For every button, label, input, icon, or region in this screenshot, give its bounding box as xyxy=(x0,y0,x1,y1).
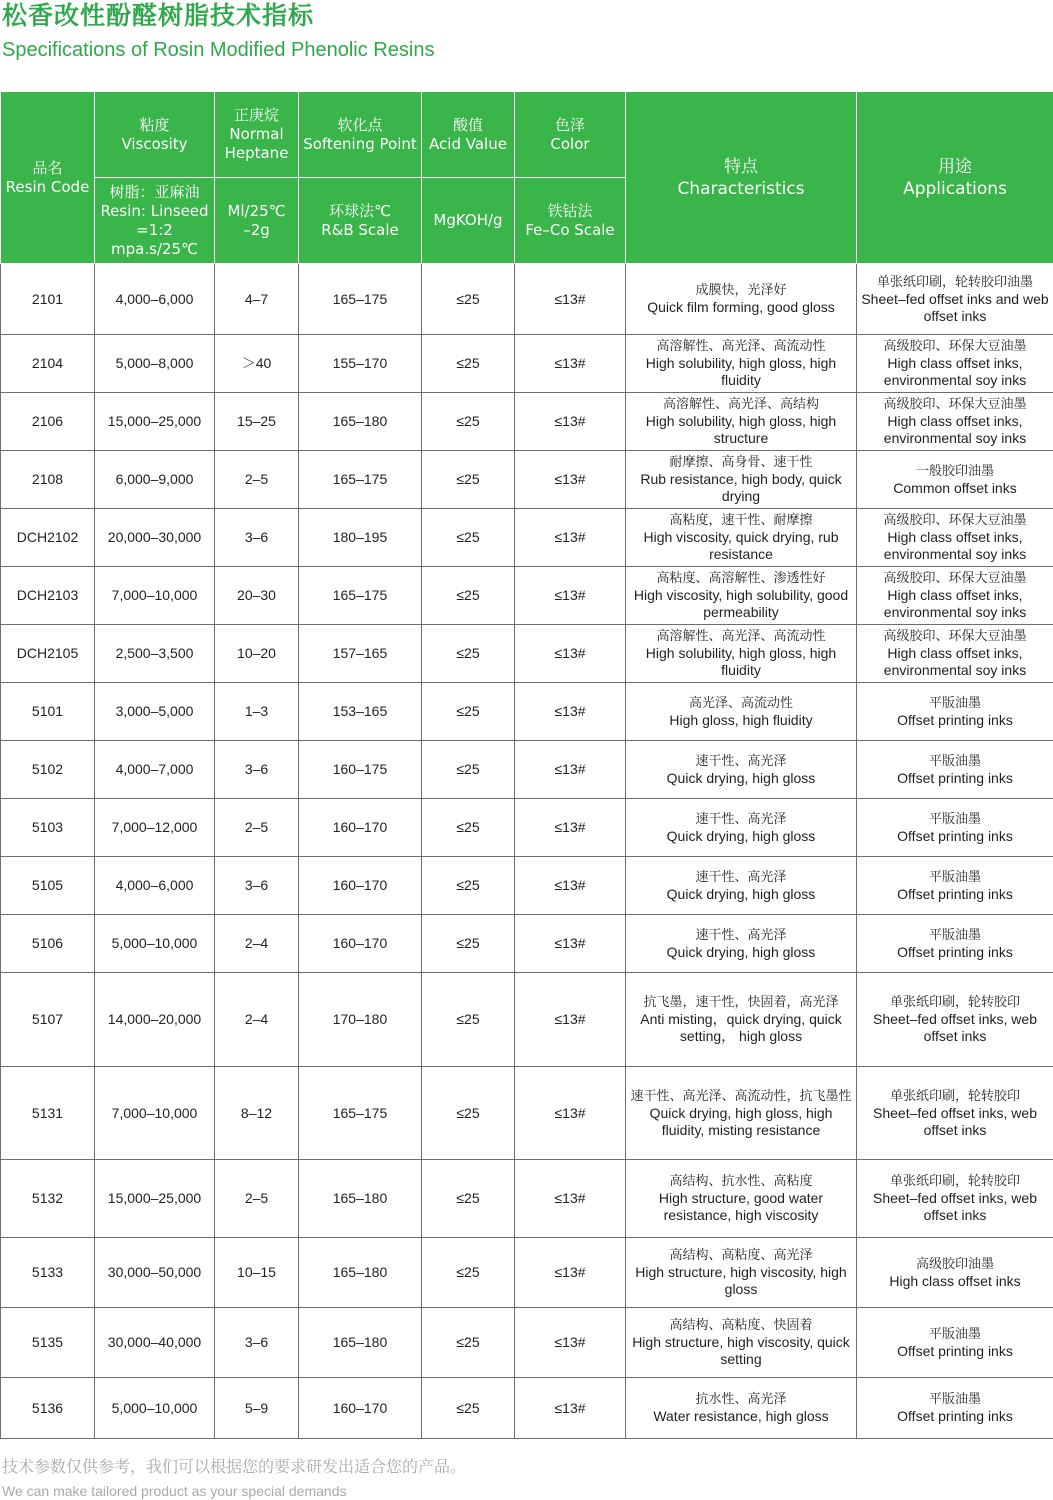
table-row xyxy=(1,1067,1053,1160)
cell-heptane: 2–5 xyxy=(215,1160,299,1238)
cell-softening: 165–180 xyxy=(299,1160,422,1238)
col-header-applications: 用途 Applications xyxy=(857,92,1053,264)
cell-code: DCH2102 xyxy=(1,509,95,567)
characteristics-cn: 高结构、高粘度、高光泽 xyxy=(669,1248,813,1263)
applications-cn: 高级胶印、环保大豆油墨 xyxy=(883,513,1027,528)
cell-characteristics xyxy=(626,393,857,451)
applications-en: Sheet–fed offset inks and web offset inks xyxy=(861,290,1049,324)
cell-viscosity: 7,000–12,000 xyxy=(95,799,215,857)
characteristics-en: Quick drying, high gloss xyxy=(666,943,816,960)
characteristics-en: High solubility, high gloss, high fluidity xyxy=(645,645,837,678)
characteristics-en: High viscosity, quick drying, rub resistance xyxy=(643,529,839,562)
cell-acid: ≤25 xyxy=(422,741,515,799)
cell-softening: 180–195 xyxy=(299,509,422,567)
cell-code: 2104 xyxy=(1,335,95,393)
applications-cn: 平版油墨 xyxy=(928,869,981,885)
cell-applications xyxy=(857,1238,1053,1308)
cell-applications xyxy=(857,451,1053,509)
cell-heptane: 3–6 xyxy=(215,509,299,567)
characteristics-en: High structure, high viscosity, quick setting xyxy=(632,1334,850,1367)
col-header-viscosity: 粘度 Viscosity xyxy=(95,92,215,178)
table-row xyxy=(1,741,1053,799)
col-header-softening: 软化点 Softening Point xyxy=(299,92,422,178)
cell-code: 5106 xyxy=(1,915,95,973)
cell-viscosity: 20,000–30,000 xyxy=(95,509,215,567)
cell-softening: 165–175 xyxy=(299,264,422,335)
page-title-cn: 松香改性酚醛树脂技术指标 xyxy=(2,1,315,30)
cell-code: 5103 xyxy=(1,799,95,857)
cell-viscosity: 5,000–8,000 xyxy=(95,335,215,393)
cell-acid: ≤25 xyxy=(422,335,515,393)
characteristics-en: High gloss, high fluidity xyxy=(669,711,813,728)
applications-en: Offset printing inks xyxy=(897,1342,1013,1359)
cell-color: ≤13# xyxy=(515,973,626,1067)
cell-color: ≤13# xyxy=(515,1160,626,1238)
page-title-en: Specifications of Rosin Modified Phenolic Resins xyxy=(2,39,435,61)
cell-applications xyxy=(857,683,1053,741)
cell-softening: 160–170 xyxy=(299,915,422,973)
applications-en: Sheet–fed offset inks, web offset inks xyxy=(873,1190,1037,1223)
cell-color: ≤13# xyxy=(515,451,626,509)
characteristics-en: Quick drying, high gloss xyxy=(666,769,816,786)
cell-applications xyxy=(857,1308,1053,1378)
cell-acid: ≤25 xyxy=(422,683,515,741)
col-header-heptane: 正庚烷 Normal Heptane xyxy=(215,92,299,178)
cell-applications xyxy=(857,567,1053,625)
cell-heptane: 3–6 xyxy=(215,741,299,799)
cell-acid: ≤25 xyxy=(422,451,515,509)
cell-softening: 160–175 xyxy=(299,741,422,799)
cell-heptane: 3–6 xyxy=(215,857,299,915)
col-header-code: 品名 Resin Code xyxy=(1,92,95,264)
applications-cn: 单张纸印刷，轮转胶印 xyxy=(889,1174,1020,1189)
cell-heptane: ＞40 xyxy=(215,335,299,393)
characteristics-cn: 高粘度、高溶解性、渗透性好 xyxy=(656,571,826,586)
applications-en: Sheet–fed offset inks, web offset inks xyxy=(873,1104,1037,1138)
applications-en: High class offset inks, environmental soy inks xyxy=(883,413,1027,446)
applications-cn: 高级胶印、环保大豆油墨 xyxy=(883,571,1027,586)
applications-cn: 平版油墨 xyxy=(928,753,981,769)
col-subheader-viscosity: 树脂：亚麻油 Resin: Linseed =1:2 mpa.s/25℃ xyxy=(95,178,215,264)
applications-en: High class offset inks, environmental soy inks xyxy=(883,587,1027,620)
cell-applications xyxy=(857,799,1053,857)
table-row xyxy=(1,915,1053,973)
cell-softening: 165–180 xyxy=(299,1308,422,1378)
applications-cn: 一般胶印油墨 xyxy=(915,463,994,479)
cell-applications xyxy=(857,509,1053,567)
cell-color: ≤13# xyxy=(515,264,626,335)
cell-characteristics xyxy=(626,509,857,567)
table-row xyxy=(1,264,1053,335)
cell-characteristics xyxy=(626,625,857,683)
cell-viscosity: 7,000–10,000 xyxy=(95,567,215,625)
cell-softening: 153–165 xyxy=(299,683,422,741)
table-row xyxy=(1,1238,1053,1308)
cell-characteristics xyxy=(626,1238,857,1308)
col-subheader-heptane: Ml/25℃ –2g xyxy=(215,178,299,264)
cell-code: DCH2105 xyxy=(1,625,95,683)
cell-color: ≤13# xyxy=(515,683,626,741)
cell-heptane: 8–12 xyxy=(215,1067,299,1160)
characteristics-en: High solubility, high gloss, high fluidity xyxy=(645,355,837,388)
characteristics-cn: 高结构、高粘度、快固着 xyxy=(669,1318,813,1333)
characteristics-en: Quick drying, high gloss, high fluidity, misting resistance xyxy=(649,1104,833,1138)
characteristics-cn: 高溶解性、高光泽、高流动性 xyxy=(656,339,826,354)
characteristics-en: High structure, high viscosity, high gloss xyxy=(635,1264,847,1297)
table-row xyxy=(1,567,1053,625)
applications-cn: 平版油墨 xyxy=(928,927,981,943)
table-row xyxy=(1,973,1053,1067)
characteristics-cn: 抗水性、高光泽 xyxy=(695,1392,787,1407)
cell-heptane: 15–25 xyxy=(215,393,299,451)
applications-cn: 高级胶印、环保大豆油墨 xyxy=(883,629,1027,644)
footer-note-cn: 技术参数仅供参考，我们可以根据您的要求研发出适合您的产品。 xyxy=(2,1457,467,1476)
cell-code: DCH2103 xyxy=(1,567,95,625)
applications-cn: 单张纸印刷，轮转胶印 xyxy=(889,995,1020,1010)
cell-code: 5105 xyxy=(1,857,95,915)
characteristics-en: Quick drying, high gloss xyxy=(666,827,816,844)
cell-softening: 165–175 xyxy=(299,1067,422,1160)
cell-code: 5133 xyxy=(1,1238,95,1308)
col-header-characteristics: 特点 Characteristics xyxy=(626,92,857,264)
cell-heptane: 2–5 xyxy=(215,799,299,857)
cell-acid: ≤25 xyxy=(422,1238,515,1308)
cell-applications xyxy=(857,335,1053,393)
characteristics-cn: 速干性、高光泽 xyxy=(695,753,787,769)
cell-color: ≤13# xyxy=(515,1308,626,1378)
table-row xyxy=(1,799,1053,857)
characteristics-cn: 高粘度，速干性、耐摩擦 xyxy=(669,513,813,528)
applications-en: High class offset inks, environmental soy inks xyxy=(883,529,1027,562)
cell-characteristics xyxy=(626,335,857,393)
cell-applications xyxy=(857,1160,1053,1238)
cell-acid: ≤25 xyxy=(422,1308,515,1378)
cell-viscosity: 30,000–40,000 xyxy=(95,1308,215,1378)
cell-viscosity: 5,000–10,000 xyxy=(95,1378,215,1439)
cell-code: 5136 xyxy=(1,1378,95,1439)
cell-viscosity: 15,000–25,000 xyxy=(95,1160,215,1238)
cell-characteristics xyxy=(626,264,857,335)
table-row xyxy=(1,857,1053,915)
cell-characteristics xyxy=(626,915,857,973)
cell-characteristics xyxy=(626,857,857,915)
cell-applications xyxy=(857,973,1053,1067)
cell-softening: 160–170 xyxy=(299,857,422,915)
applications-en: Common offset inks xyxy=(893,479,1017,496)
cell-softening: 155–170 xyxy=(299,335,422,393)
cell-applications xyxy=(857,1378,1053,1439)
table-row xyxy=(1,335,1053,393)
applications-en: Offset printing inks xyxy=(897,1408,1013,1424)
characteristics-cn: 速干性、高光泽 xyxy=(695,927,787,943)
applications-en: Offset printing inks xyxy=(897,943,1013,960)
characteristics-cn: 速干性、高光泽、高流动性，抗飞墨性 xyxy=(630,1088,852,1104)
cell-characteristics xyxy=(626,1378,857,1439)
cell-code: 5107 xyxy=(1,973,95,1067)
characteristics-en: Anti misting，quick drying, quick setting， high gloss xyxy=(640,1011,842,1044)
cell-characteristics xyxy=(626,799,857,857)
characteristics-en: High structure, good water resistance, high viscosity xyxy=(658,1190,824,1223)
applications-en: High class offset inks, environmental soy inks xyxy=(883,645,1027,678)
cell-acid: ≤25 xyxy=(422,567,515,625)
cell-applications xyxy=(857,393,1053,451)
cell-color: ≤13# xyxy=(515,567,626,625)
characteristics-cn: 高结构、抗水性、高粘度 xyxy=(669,1174,813,1189)
cell-characteristics xyxy=(626,1067,857,1160)
applications-cn: 平版油墨 xyxy=(928,811,981,827)
cell-acid: ≤25 xyxy=(422,1067,515,1160)
cell-viscosity: 3,000–5,000 xyxy=(95,683,215,741)
col-header-color: 色泽 Color xyxy=(515,92,626,178)
cell-heptane: 1–3 xyxy=(215,683,299,741)
applications-cn: 单张纸印刷，轮转胶印 xyxy=(889,1088,1020,1104)
cell-heptane: 10–15 xyxy=(215,1238,299,1308)
table-row xyxy=(1,1308,1053,1378)
cell-applications xyxy=(857,264,1053,335)
cell-viscosity: 4,000–7,000 xyxy=(95,741,215,799)
cell-code: 2108 xyxy=(1,451,95,509)
characteristics-cn: 高溶解性、高光泽、高结构 xyxy=(662,397,819,412)
cell-characteristics xyxy=(626,1308,857,1378)
cell-characteristics xyxy=(626,683,857,741)
cell-softening: 165–175 xyxy=(299,567,422,625)
cell-code: 2101 xyxy=(1,264,95,335)
cell-acid: ≤25 xyxy=(422,264,515,335)
cell-applications xyxy=(857,857,1053,915)
cell-viscosity: 30,000–50,000 xyxy=(95,1238,215,1308)
cell-color: ≤13# xyxy=(515,393,626,451)
cell-code: 2106 xyxy=(1,393,95,451)
cell-applications xyxy=(857,915,1053,973)
applications-cn: 高级胶印油墨 xyxy=(915,1256,994,1272)
cell-heptane: 10–20 xyxy=(215,625,299,683)
cell-color: ≤13# xyxy=(515,1378,626,1439)
characteristics-cn: 抗飞墨，速干性，快固着，高光泽 xyxy=(643,995,839,1010)
cell-heptane: 2–4 xyxy=(215,915,299,973)
applications-cn: 高级胶印、环保大豆油墨 xyxy=(883,339,1027,354)
cell-softening: 165–180 xyxy=(299,1238,422,1308)
applications-en: Offset printing inks xyxy=(897,885,1013,902)
characteristics-en: Water resistance, high gloss xyxy=(653,1408,829,1424)
cell-characteristics xyxy=(626,567,857,625)
cell-viscosity: 14,000–20,000 xyxy=(95,973,215,1067)
cell-viscosity: 4,000–6,000 xyxy=(95,264,215,335)
applications-cn: 单张纸印刷，轮转胶印油墨 xyxy=(876,274,1033,290)
cell-color: ≤13# xyxy=(515,857,626,915)
applications-cn: 平版油墨 xyxy=(928,695,981,711)
characteristics-en: Quick film forming, good gloss xyxy=(647,299,835,315)
cell-viscosity: 7,000–10,000 xyxy=(95,1067,215,1160)
characteristics-cn: 速干性、高光泽 xyxy=(695,811,787,827)
characteristics-en: High solubility, high gloss, high structure xyxy=(645,413,837,446)
cell-code: 5102 xyxy=(1,741,95,799)
cell-applications xyxy=(857,741,1053,799)
characteristics-cn: 速干性、高光泽 xyxy=(695,869,787,885)
characteristics-cn: 耐摩擦、高身骨、速干性 xyxy=(669,455,813,470)
table-row xyxy=(1,625,1053,683)
characteristics-en: Quick drying, high gloss xyxy=(666,885,816,902)
characteristics-cn: 高溶解性、高光泽、高流动性 xyxy=(656,629,826,644)
table-row xyxy=(1,1378,1053,1439)
cell-acid: ≤25 xyxy=(422,973,515,1067)
cell-softening: 157–165 xyxy=(299,625,422,683)
applications-en: Sheet–fed offset inks, web offset inks xyxy=(873,1011,1037,1044)
characteristics-cn: 成膜快，光泽好 xyxy=(695,283,787,298)
table-row xyxy=(1,683,1053,741)
cell-color: ≤13# xyxy=(515,799,626,857)
cell-applications xyxy=(857,1067,1053,1160)
cell-heptane: 2–4 xyxy=(215,973,299,1067)
applications-en: Offset printing inks xyxy=(897,711,1013,728)
table-header xyxy=(1,92,1053,264)
applications-en: Offset printing inks xyxy=(897,769,1013,786)
cell-acid: ≤25 xyxy=(422,857,515,915)
col-header-acid: 酸值 Acid Value xyxy=(422,92,515,178)
col-subheader-color: 铁钴法 Fe–Co Scale xyxy=(515,178,626,264)
col-subheader-softening: 环球法℃ R&B Scale xyxy=(299,178,422,264)
table-row xyxy=(1,509,1053,567)
cell-acid: ≤25 xyxy=(422,625,515,683)
cell-characteristics xyxy=(626,451,857,509)
cell-heptane: 2–5 xyxy=(215,451,299,509)
cell-acid: ≤25 xyxy=(422,509,515,567)
cell-heptane: 3–6 xyxy=(215,1308,299,1378)
cell-code: 5131 xyxy=(1,1067,95,1160)
characteristics-en: High viscosity, high solubility, good permeability xyxy=(633,587,849,620)
table-row xyxy=(1,393,1053,451)
cell-code: 5132 xyxy=(1,1160,95,1238)
cell-color: ≤13# xyxy=(515,915,626,973)
cell-applications xyxy=(857,625,1053,683)
cell-acid: ≤25 xyxy=(422,915,515,973)
cell-color: ≤13# xyxy=(515,741,626,799)
col-subheader-acid: MgKOH/g xyxy=(422,178,515,264)
table-row xyxy=(1,451,1053,509)
cell-viscosity: 2,500–3,500 xyxy=(95,625,215,683)
cell-viscosity: 15,000–25,000 xyxy=(95,393,215,451)
cell-softening: 160–170 xyxy=(299,1378,422,1439)
cell-viscosity: 5,000–10,000 xyxy=(95,915,215,973)
cell-color: ≤13# xyxy=(515,1238,626,1308)
cell-acid: ≤25 xyxy=(422,1378,515,1439)
cell-color: ≤13# xyxy=(515,1067,626,1160)
table-row xyxy=(1,1160,1053,1238)
cell-viscosity: 6,000–9,000 xyxy=(95,451,215,509)
cell-characteristics xyxy=(626,741,857,799)
cell-heptane: 20–30 xyxy=(215,567,299,625)
characteristics-en: Rub resistance, high body, quick drying xyxy=(640,471,842,504)
cell-softening: 160–170 xyxy=(299,799,422,857)
cell-characteristics xyxy=(626,1160,857,1238)
applications-en: High class offset inks, environmental soy inks xyxy=(883,355,1027,388)
cell-heptane: 5–9 xyxy=(215,1378,299,1439)
characteristics-cn: 高光泽、高流动性 xyxy=(688,695,793,711)
cell-color: ≤13# xyxy=(515,625,626,683)
cell-code: 5101 xyxy=(1,683,95,741)
cell-color: ≤13# xyxy=(515,509,626,567)
cell-viscosity: 4,000–6,000 xyxy=(95,857,215,915)
cell-acid: ≤25 xyxy=(422,393,515,451)
spec-table xyxy=(0,91,1053,1439)
cell-softening: 165–175 xyxy=(299,451,422,509)
cell-acid: ≤25 xyxy=(422,799,515,857)
table-body xyxy=(1,264,1053,1439)
applications-cn: 高级胶印、环保大豆油墨 xyxy=(883,397,1027,412)
cell-code: 5135 xyxy=(1,1308,95,1378)
applications-cn: 平版油墨 xyxy=(928,1392,981,1407)
cell-heptane: 4–7 xyxy=(215,264,299,335)
applications-en: High class offset inks xyxy=(889,1272,1021,1289)
cell-acid: ≤25 xyxy=(422,1160,515,1238)
cell-color: ≤13# xyxy=(515,335,626,393)
cell-softening: 170–180 xyxy=(299,973,422,1067)
footer-note-en: We can make tailored product as your special demands xyxy=(2,1483,347,1499)
applications-cn: 平版油墨 xyxy=(928,1326,981,1342)
applications-en: Offset printing inks xyxy=(897,827,1013,844)
cell-characteristics xyxy=(626,973,857,1067)
cell-softening: 165–180 xyxy=(299,393,422,451)
